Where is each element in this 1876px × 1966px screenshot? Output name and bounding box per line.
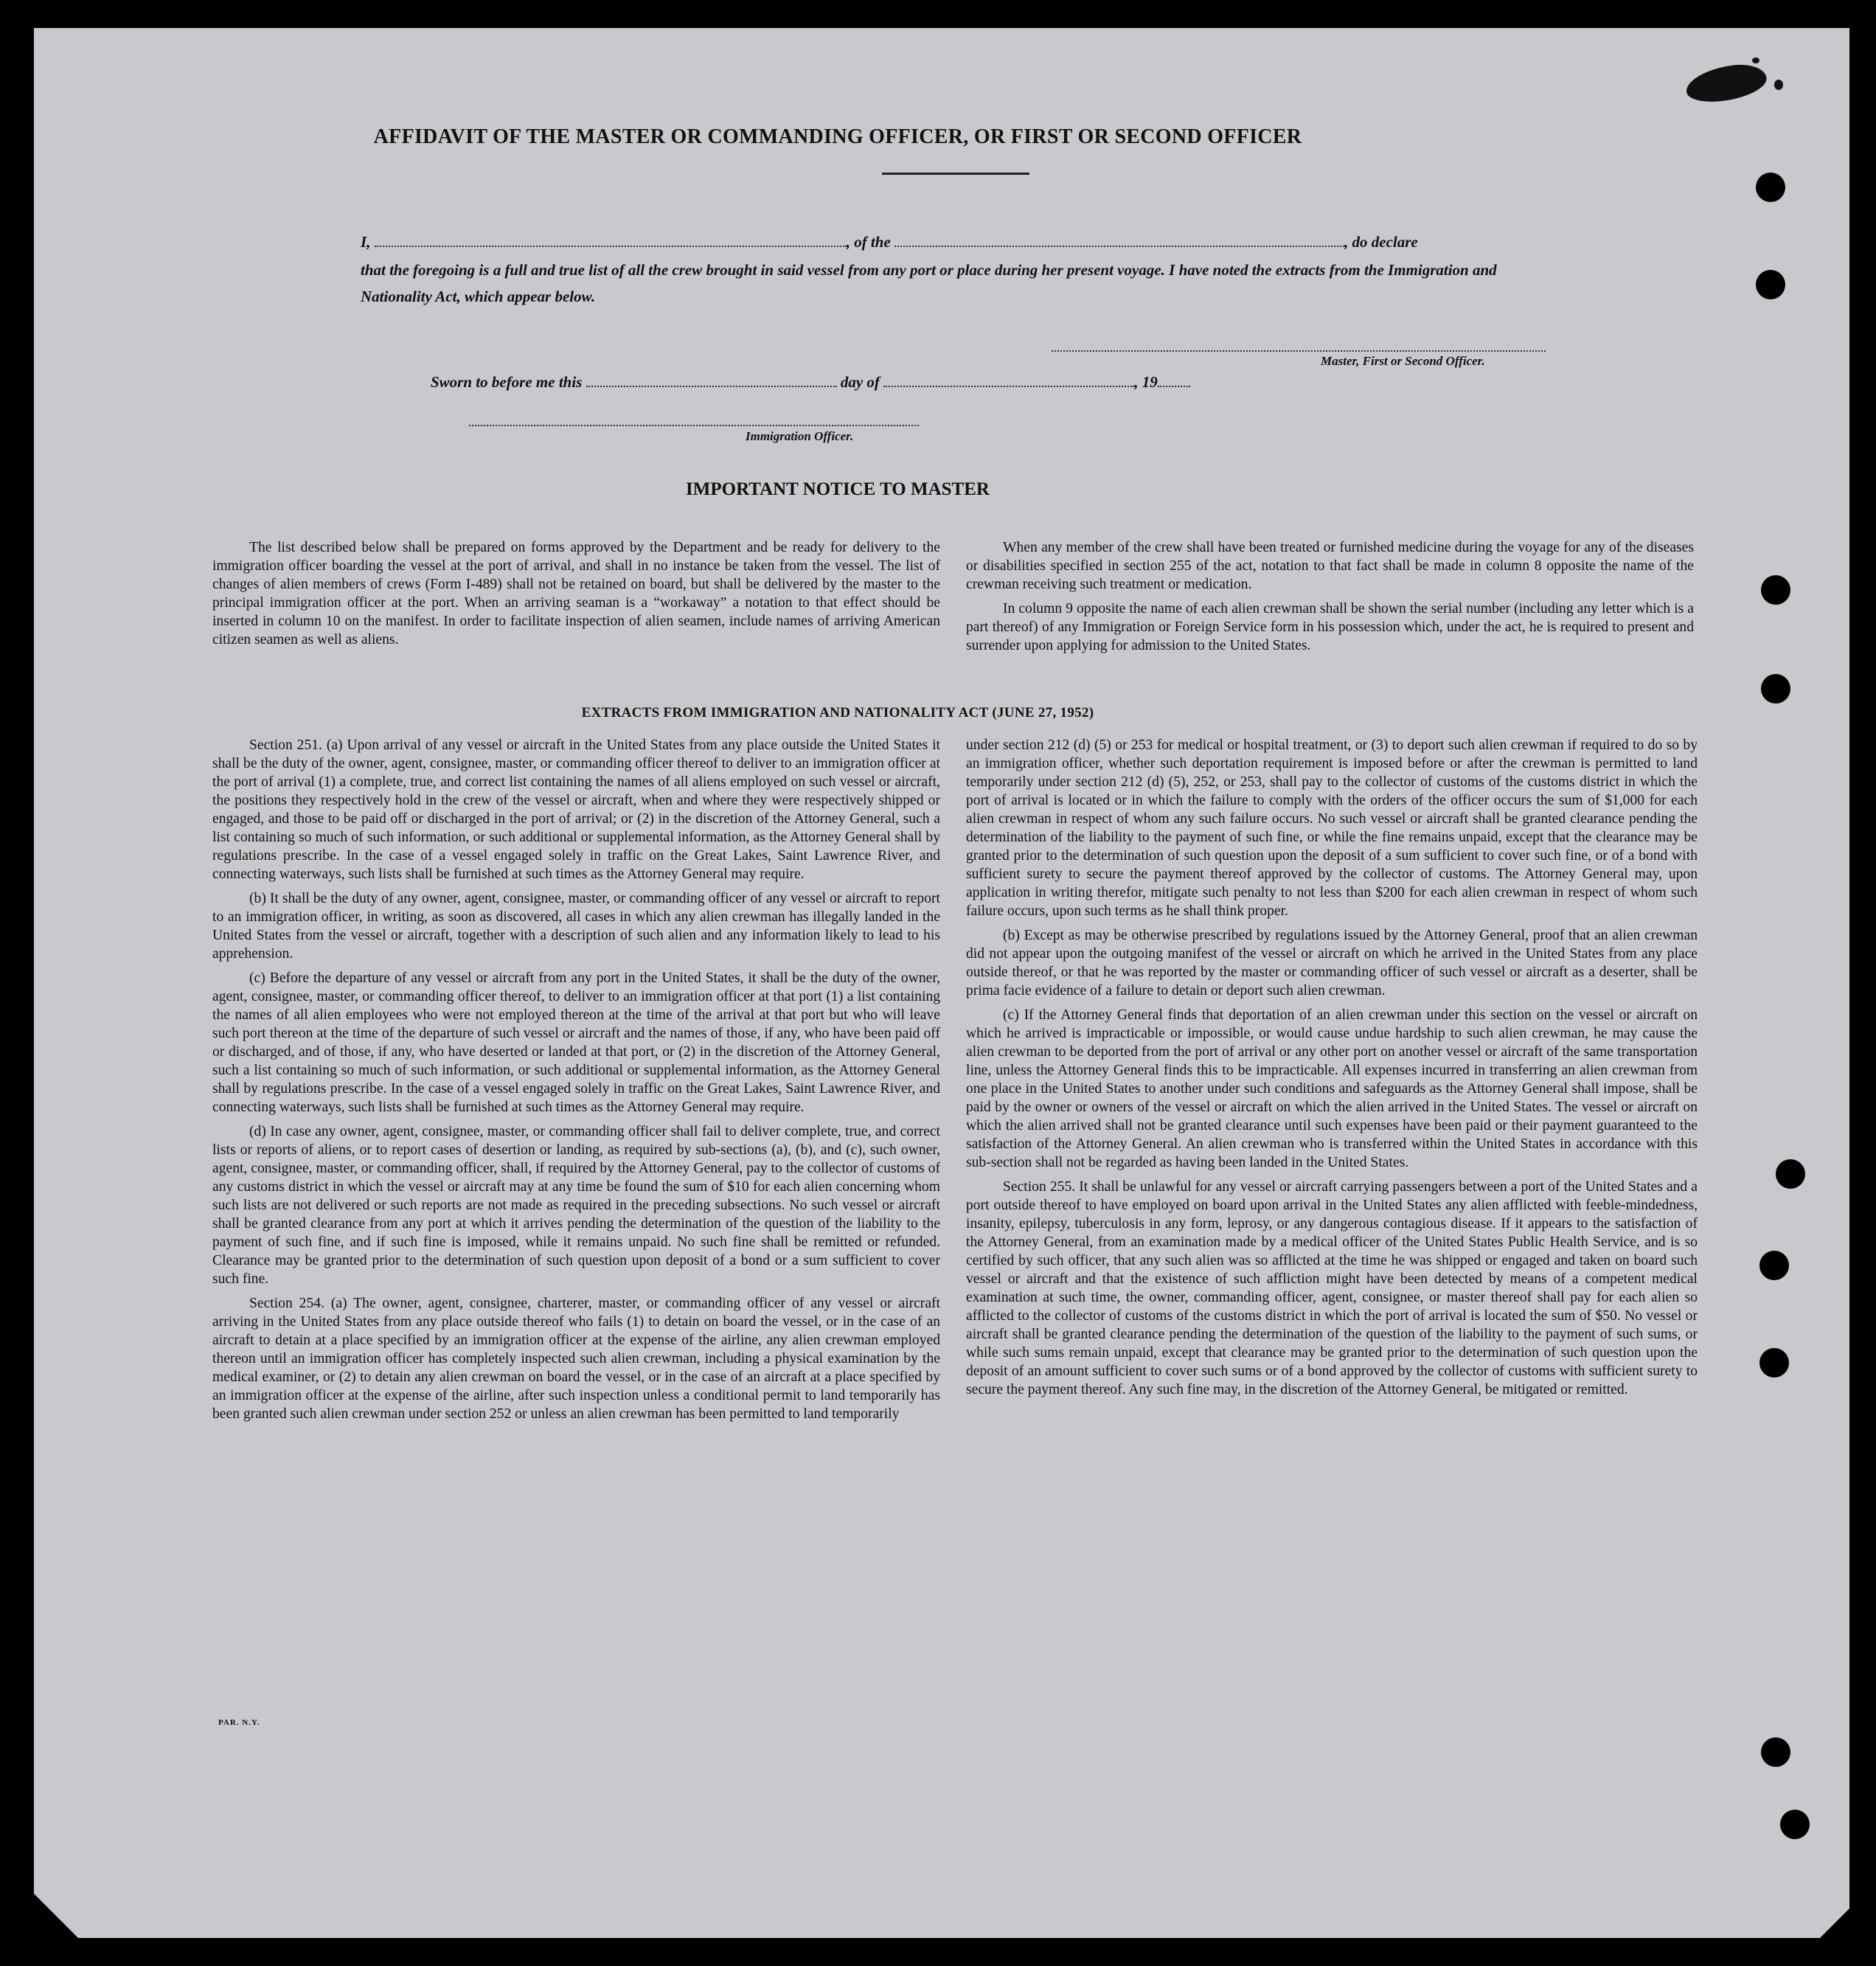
extracts-title: EXTRACTS FROM IMMIGRATION AND NATIONALITY ACT (JUNE 27, 1952) — [581, 705, 1094, 720]
section-254a-continued: under section 212 (d) (5) or 253 for medical or hospital treatment, or (3) to deport such alien crewman if required to do so by an immigration officer, whether such deportation requirement is imposed before or after the crewman is permitted to land temporarily under section 212 (d) (5), 252, or 253, shall pay to the collector of customs of the customs district in which the port of arrival is located or in which the failure to comply with the orders of the officer occurs the sum of $1,000 for each alien crewman in respect of whom any such failure occurs. No such vessel or aircraft shall be granted clearance pending the determination of the liability to the payment of such fine, or while the fine remains unpaid, except that the clearance may be granted prior to the determination of such question upon the deposit of a sum sufficient to cover such fine, or of a bond with sufficient surety to secure the payment thereof approved by the collector of customs. The Attorney General may, upon application in writing therefor, mitigate such penalty to not less than $200 for each alien crewman in respect of whom such failure occurs, upon such terms as he shall think proper. — [966, 737, 1698, 919]
binder-hole — [1756, 173, 1785, 202]
extracts-left-column — [212, 736, 940, 1429]
corner-notch — [34, 1894, 78, 1938]
section-254c: (c) If the Attorney General finds that deportation of an alien crewman under this section on the vessel or aircraft on which he arrived is impracticable or impossible, or would cause undue hardship to such alien crewman, he may cause the alien crewman to be deported from the port of arrival or any other port on another vessel or aircraft of the same transportation line, unless the Attorney General finds this to be impracticable. All expenses incurred in transferring an alien crewman from one place in the United States to another under such conditions and safeguards as the Attorney General shall impose, shall be paid by the owner or owners of the vessel or aircraft on which the alien arrived in the United States. The vessel or aircraft on which the alien arrived shall not be granted clearance until such expenses have been paid or their payment guaranteed to the satisfaction of the Attorney General. An alien crewman who is transferred within the United States in accordance with this sub-section shall not be regarded as having been landed in the United States. — [966, 1007, 1698, 1170]
section-251b: (b) It shall be the duty of any owner, agent, consignee, master, or commanding officer of any vessel or aircraft to report to an immigration officer, in writing, as soon as discovered, all cases in which any alien crewman has illegally landed in the United States from the vessel or aircraft, together with a description of such alien and any information likely to lead to his apprehension. — [212, 891, 940, 962]
declaration-line — [361, 229, 1548, 255]
ink-speck — [1752, 58, 1759, 63]
sworn-line — [431, 369, 1316, 395]
sworn-month-field[interactable] — [883, 371, 1134, 387]
immigration-officer-label: Immigration Officer. — [746, 429, 854, 443]
extracts-right-column — [966, 736, 1698, 1405]
notice-title: IMPORTANT NOTICE TO MASTER — [686, 479, 990, 499]
notice-paragraph: In column 9 opposite the name of each alien crewman shall be shown the serial number (including any letter which is a part thereof) of any Immigration or Foreign Service form in his possession which, under the act, he is required to present and surrender upon applying for admission to the United States. — [966, 601, 1694, 653]
binder-hole — [1761, 1737, 1790, 1767]
binder-hole — [1776, 1159, 1805, 1189]
binder-hole — [1759, 1251, 1789, 1280]
sworn-year-field[interactable] — [1158, 371, 1190, 387]
section-251a: Section 251. (a) Upon arrival of any vessel or aircraft in the United States from any place outside the United States it shall be the duty of the owner, agent, consignee, master, or commanding officer thereof to deliver to an immigration officer at the port of arrival (1) a complete, true, and correct list containing the names of all aliens employed on such vessel or aircraft, the positions they respectively hold in the crew of the vessel or aircraft, when and where they were respectively shipped or engaged, and those to be paid off or discharged in the port of arrival; or (2) in the discretion of the Attorney General, such a list containing so much of such information, or such additional or supplemental information, as the Attorney General shall by regulations prescribe. In the case of a vessel engaged solely in traffic on the Great Lakes, Saint Lawrence River, and connecting waterways, such lists shall be furnished at such times as the Attorney General may require. — [212, 737, 940, 882]
notice-right-column — [966, 538, 1694, 661]
day-of-label: day of — [840, 373, 880, 391]
year-label: , 19 — [1134, 373, 1158, 391]
master-signature-line[interactable] — [1052, 350, 1546, 352]
binder-hole — [1756, 270, 1785, 299]
ink-speck — [1774, 80, 1783, 90]
i-label: I, — [361, 233, 371, 251]
binder-hole — [1780, 1810, 1810, 1839]
name-field[interactable] — [375, 231, 847, 247]
binder-hole — [1761, 674, 1790, 704]
do-declare-label: , do declare — [1344, 233, 1418, 251]
notice-paragraph: The list described below shall be prepared on forms approved by the Department and be ready for delivery to the immigration officer boarding the vessel at the port of arrival, and shall in no instance be taken from the vessel. The list of changes of alien members of crews (Form I-489) shall not be retained on board, but shall be delivered by the master to the principal immigration officer at the port. When an arriving seaman is a “workaway” a notation to that effect should be inserted in column 10 on the manifest. In order to facilitate inspection of alien seamen, include names of arriving American citizen seamen as well as aliens. — [212, 540, 940, 647]
printer-mark: PAR. N.Y. — [218, 1718, 260, 1727]
notice-left-column — [212, 538, 940, 655]
section-251d: (d) In case any owner, agent, consignee, master, or commanding officer shall fail to deliver complete, true, and correct lists or reports of aliens, or to report cases of desertion or landing, as required by sub-sections (a), (b), and (c), such owner, agent, consignee, master, or commanding officer, shall, if required by the Attorney General, pay to the collector of customs of any customs district in which the vessel or aircraft may at any time be found the sum of $10 for each alien concerning whom such lists are not delivered or such reports are not made as required in the preceding subsections. No such vessel or aircraft shall be granted clearance from any port at which it arrives pending the determination of the question of the liability to the payment of such fine, and if such fine is imposed, while it remains unpaid. No such fine shall be remitted or refunded. Clearance may be granted prior to the determination of such question upon deposit of a bond or a sum sufficient to cover such fine. — [212, 1124, 940, 1287]
immigration-officer-signature-line[interactable] — [469, 425, 919, 426]
sworn-date-field[interactable] — [586, 371, 837, 387]
declaration-text: that the foregoing is a full and true list of all the crew brought in said vessel from any port or place during her present voyage. I have noted the extracts from the Immigration and Nationality Act, which appear below. — [361, 261, 1497, 305]
master-signature-label: Master, First or Second Officer. — [1321, 354, 1485, 368]
notice-paragraph: When any member of the crew shall have been treated or furnished medicine during the voyage for any of the diseases or disabilities specified in section 255 of the act, notation to that fact shall be made in column 8 opposite the name of the crewman receiving such treatment or medication. — [966, 540, 1694, 592]
affidavit-title: AFFIDAVIT OF THE MASTER OR COMMANDING OFFICER, OR FIRST OR SECOND OFFICER — [373, 125, 1302, 148]
form-sheet — [34, 28, 1849, 1938]
of-the-label: , of the — [846, 233, 891, 251]
section-254b: (b) Except as may be otherwise prescribed by regulations issued by the Attorney General, proof that an alien crewman did not appear upon the outgoing manifest of the vessel or aircraft on which he arrived in the United States from any place outside thereof, or that he was reported by the master or commanding officer of such vessel or aircraft as a deserter, shall be prima facie evidence of a failure to detain or deport such alien crewman. — [966, 928, 1698, 998]
corner-notch — [1820, 1908, 1849, 1938]
section-251c: (c) Before the departure of any vessel or aircraft from any port in the United States, it shall be the duty of the owner, agent, consignee, master, or commanding officer thereof, to deliver to an immigration officer at that port (1) a list containing the names of all alien employees who were not employed thereon at the time of the arrival at that port but who will leave such port thereon at the time of the departure of such vessel or aircraft and the names of those, if any, who have been paid off or discharged, and of those, if any, who have deserted or landed at that port, or (2) in the discretion of the Attorney General, such a list containing so much of such information, or such additional or supplemental information, as the Attorney General shall by regulations prescribe. In the case of a vessel engaged solely in traffic on the Great Lakes, Saint Lawrence River, and connecting waterways, such lists shall be furnished at such times as the Attorney General may require. — [212, 970, 940, 1115]
section-255: Section 255. It shall be unlawful for any vessel or aircraft carrying passengers between a port of the United States and a port outside thereof to have employed on board upon arrival in the United States any alien afflicted with feeble-mindedness, insanity, epilepsy, tuberculosis in any form, leprosy, or any dangerous contagious disease. If it appears to the satisfaction of the Attorney General, from an examination made by a medical officer of the United States Public Health Service, and is so certified by such officer, that any such alien was so afflicted at the time he was shipped or engaged and taken on board such vessel or aircraft and that the existence of such affliction might have been detected by means of a competent medical examination at such time, the owner, commanding officer, agent, consignee, or master thereof shall pay for each alien so afflicted to the collector of customs of the customs district in which the port of arrival is located the sum of $50. No vessel or aircraft shall be granted clearance pending the determination of the question of the liability to the payment of such sums, or while such sums remain unpaid, except that clearance may be granted prior to the determination of such question upon the deposit of an amount sufficient to cover such sums or of a bond approved by the collector of customs with sufficient surety to secure the payment thereof. Any such fine may, in the discretion of the Attorney General, be mitigated or remitted. — [966, 1179, 1698, 1397]
binder-hole — [1761, 575, 1790, 605]
binder-hole — [1759, 1348, 1789, 1378]
vessel-field[interactable] — [894, 231, 1344, 247]
ink-blot — [1684, 61, 1768, 106]
sworn-prefix: Sworn to before me this — [431, 373, 583, 391]
title-underline — [882, 173, 1029, 175]
section-254a: Section 254. (a) The owner, agent, consignee, charterer, master, or commanding officer of any vessel or aircraft arriving in the United States from any place outside thereof who fails (1) to detain on board the vessel, or in the case of an aircraft to detain at a place specified by an immigration officer at the expense of the airline, any alien crewman employed thereon until an immigration officer has completely inspected such alien crewman, including a physical examination by the medical examiner, or (2) to detain any alien crewman on board the vessel, or in the case of an aircraft at a place specified by an immigration officer at the expense of the airline, after such inspection unless a conditional permit to land temporarily has been granted such alien crewman under section 252 or unless an alien crewman has been permitted to land temporarily — [212, 1296, 940, 1422]
